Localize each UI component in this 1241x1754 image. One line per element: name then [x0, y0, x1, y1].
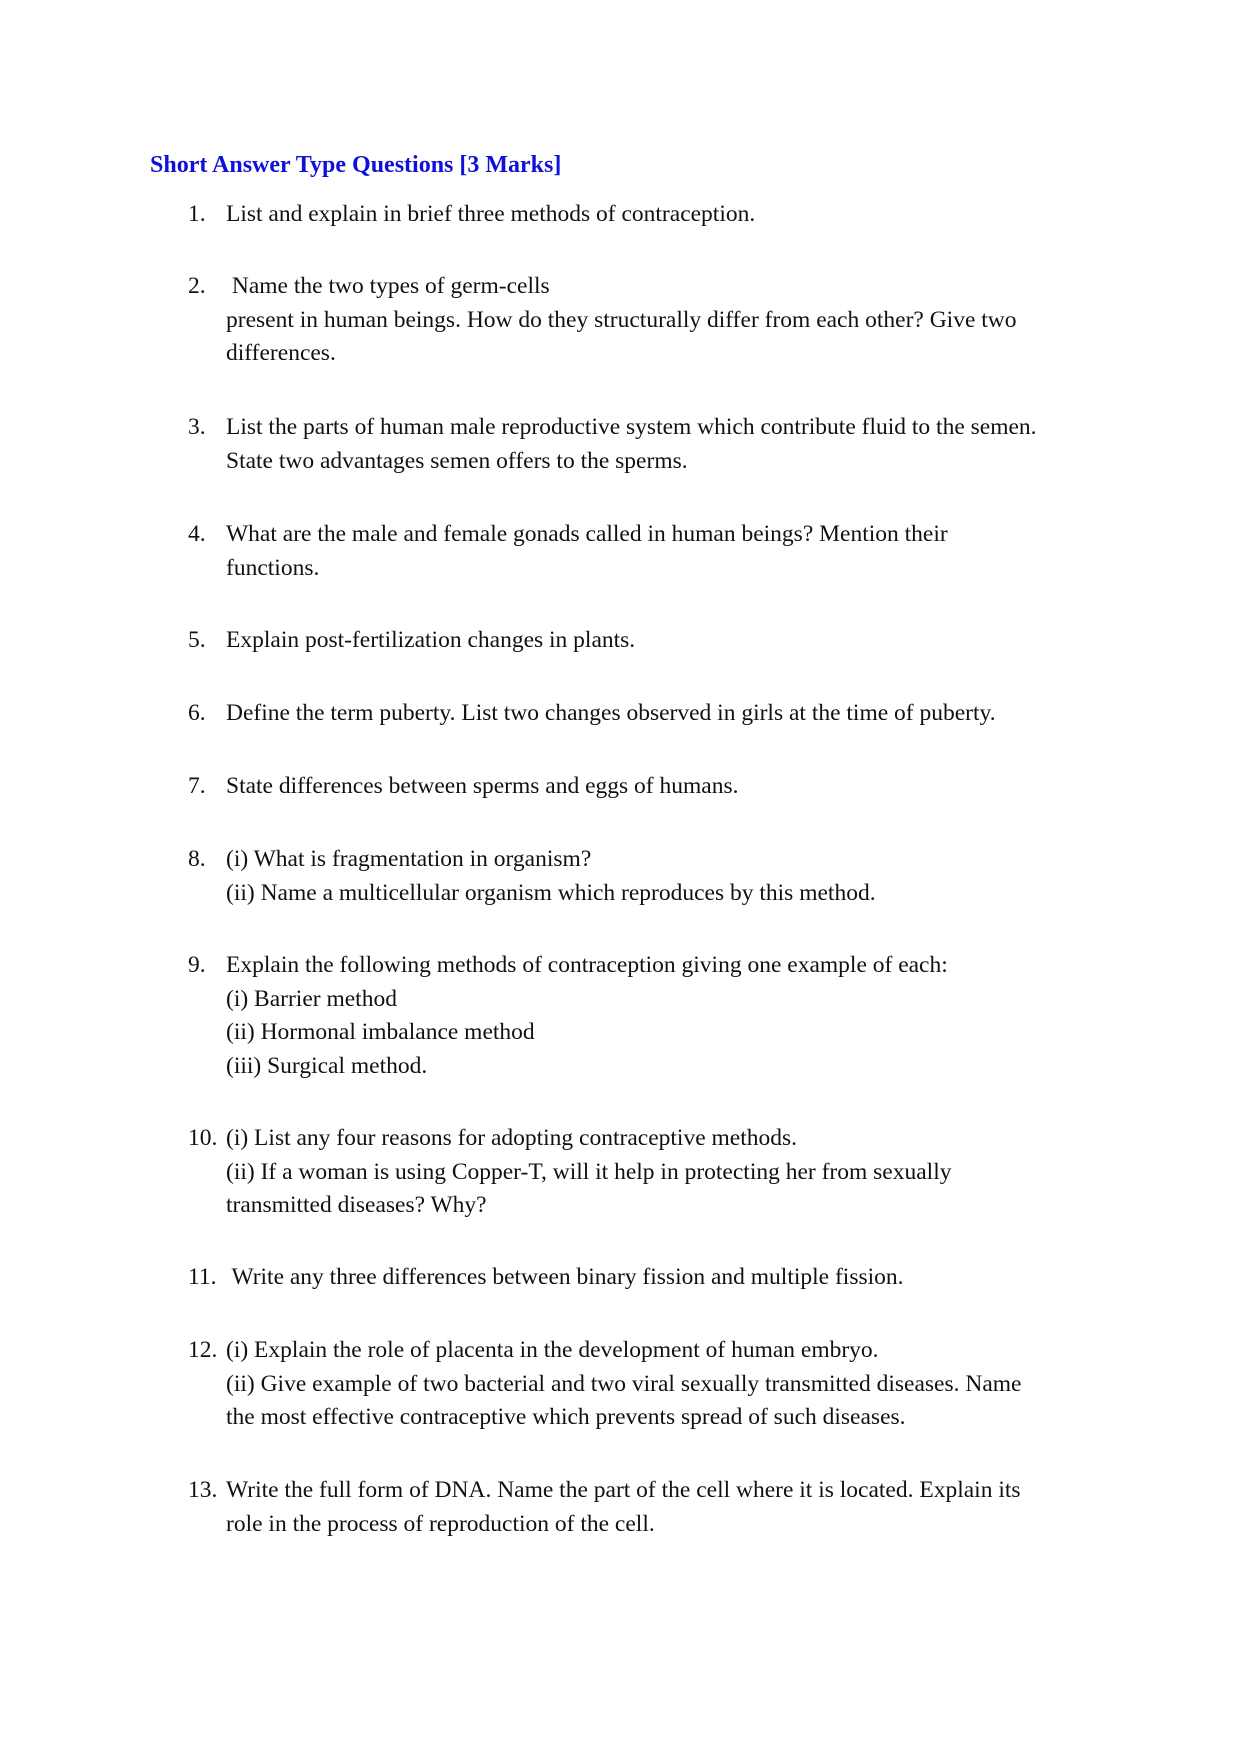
question-number: 9. — [188, 952, 206, 978]
question-text — [226, 198, 1106, 232]
question-line: Write any three differences between binary fission and multiple fission. — [226, 1264, 904, 1290]
question-line: List the parts of human male reproductive system which contribute fluid to the semen. — [226, 414, 1037, 440]
question-line: What are the male and female gonads called in human beings? Mention their — [226, 521, 948, 547]
question-text — [226, 270, 1106, 371]
question-text — [226, 697, 1106, 731]
question-text — [226, 518, 1106, 585]
question-number: 2. — [188, 273, 206, 299]
question-line: the most effective contraceptive which prevents spread of such diseases. — [226, 1404, 906, 1430]
question-line: State two advantages semen offers to the sperms. — [226, 447, 688, 474]
question-line: Explain post-fertilization changes in plants. — [226, 627, 636, 653]
question-line: Name the two types of germ-cells — [226, 273, 550, 299]
question-number: 1. — [188, 201, 206, 227]
question-number: 6. — [188, 700, 206, 726]
question-line: (ii) Give example of two bacterial and two viral sexually transmitted diseases. Name — [226, 1370, 1022, 1397]
question-text — [226, 624, 1106, 658]
question-number: 8. — [188, 846, 206, 872]
question-number: 3. — [188, 414, 206, 440]
question-line: (iii) Surgical method. — [226, 1052, 428, 1079]
question-line: (ii) Name a multicellular organism which reproduces by this method. — [226, 879, 876, 906]
question-line: Define the term puberty. List two changes observed in girls at the time of puberty. — [226, 700, 996, 726]
section-heading: Short Answer Type Questions [3 Marks] — [150, 152, 562, 178]
question-line: differences. — [226, 340, 336, 366]
question-text — [226, 411, 1106, 478]
question-text — [226, 1334, 1106, 1435]
question-line: (i) Barrier method — [226, 985, 397, 1012]
question-line: Explain the following methods of contraception giving one example of each: — [226, 952, 948, 978]
question-number: 12. — [188, 1337, 218, 1363]
question-text — [226, 1122, 1106, 1223]
question-line: (i) List any four reasons for adopting contraceptive methods. — [226, 1125, 798, 1151]
question-line: present in human beings. How do they structurally differ from each other? Give two — [226, 306, 1017, 333]
question-text — [226, 1474, 1106, 1541]
question-number: 5. — [188, 627, 206, 653]
question-line: (ii) Hormonal imbalance method — [226, 1019, 535, 1045]
question-text — [226, 1261, 1106, 1295]
question-line: (i) What is fragmentation in organism? — [226, 846, 592, 872]
question-line: (i) Explain the role of placenta in the development of human embryo. — [226, 1337, 879, 1363]
question-line: State differences between sperms and eggs of humans. — [226, 773, 739, 799]
question-line: (ii) If a woman is using Copper-T, will it help in protecting her from sexually — [226, 1158, 952, 1185]
question-line: transmitted diseases? Why? — [226, 1192, 487, 1218]
question-line: List and explain in brief three methods of contraception. — [226, 201, 756, 227]
question-number: 13. — [188, 1477, 218, 1503]
question-line: Write the full form of DNA. Name the part of the cell where it is located. Explain its — [226, 1477, 1021, 1503]
question-text — [226, 770, 1106, 804]
question-text — [226, 949, 1106, 1083]
question-text — [226, 843, 1106, 910]
question-line: functions. — [226, 554, 320, 581]
question-number: 4. — [188, 521, 206, 547]
question-number: 10. — [188, 1125, 218, 1151]
question-line: role in the process of reproduction of the cell. — [226, 1510, 655, 1537]
question-number: 7. — [188, 773, 206, 799]
question-number: 11. — [188, 1264, 217, 1290]
